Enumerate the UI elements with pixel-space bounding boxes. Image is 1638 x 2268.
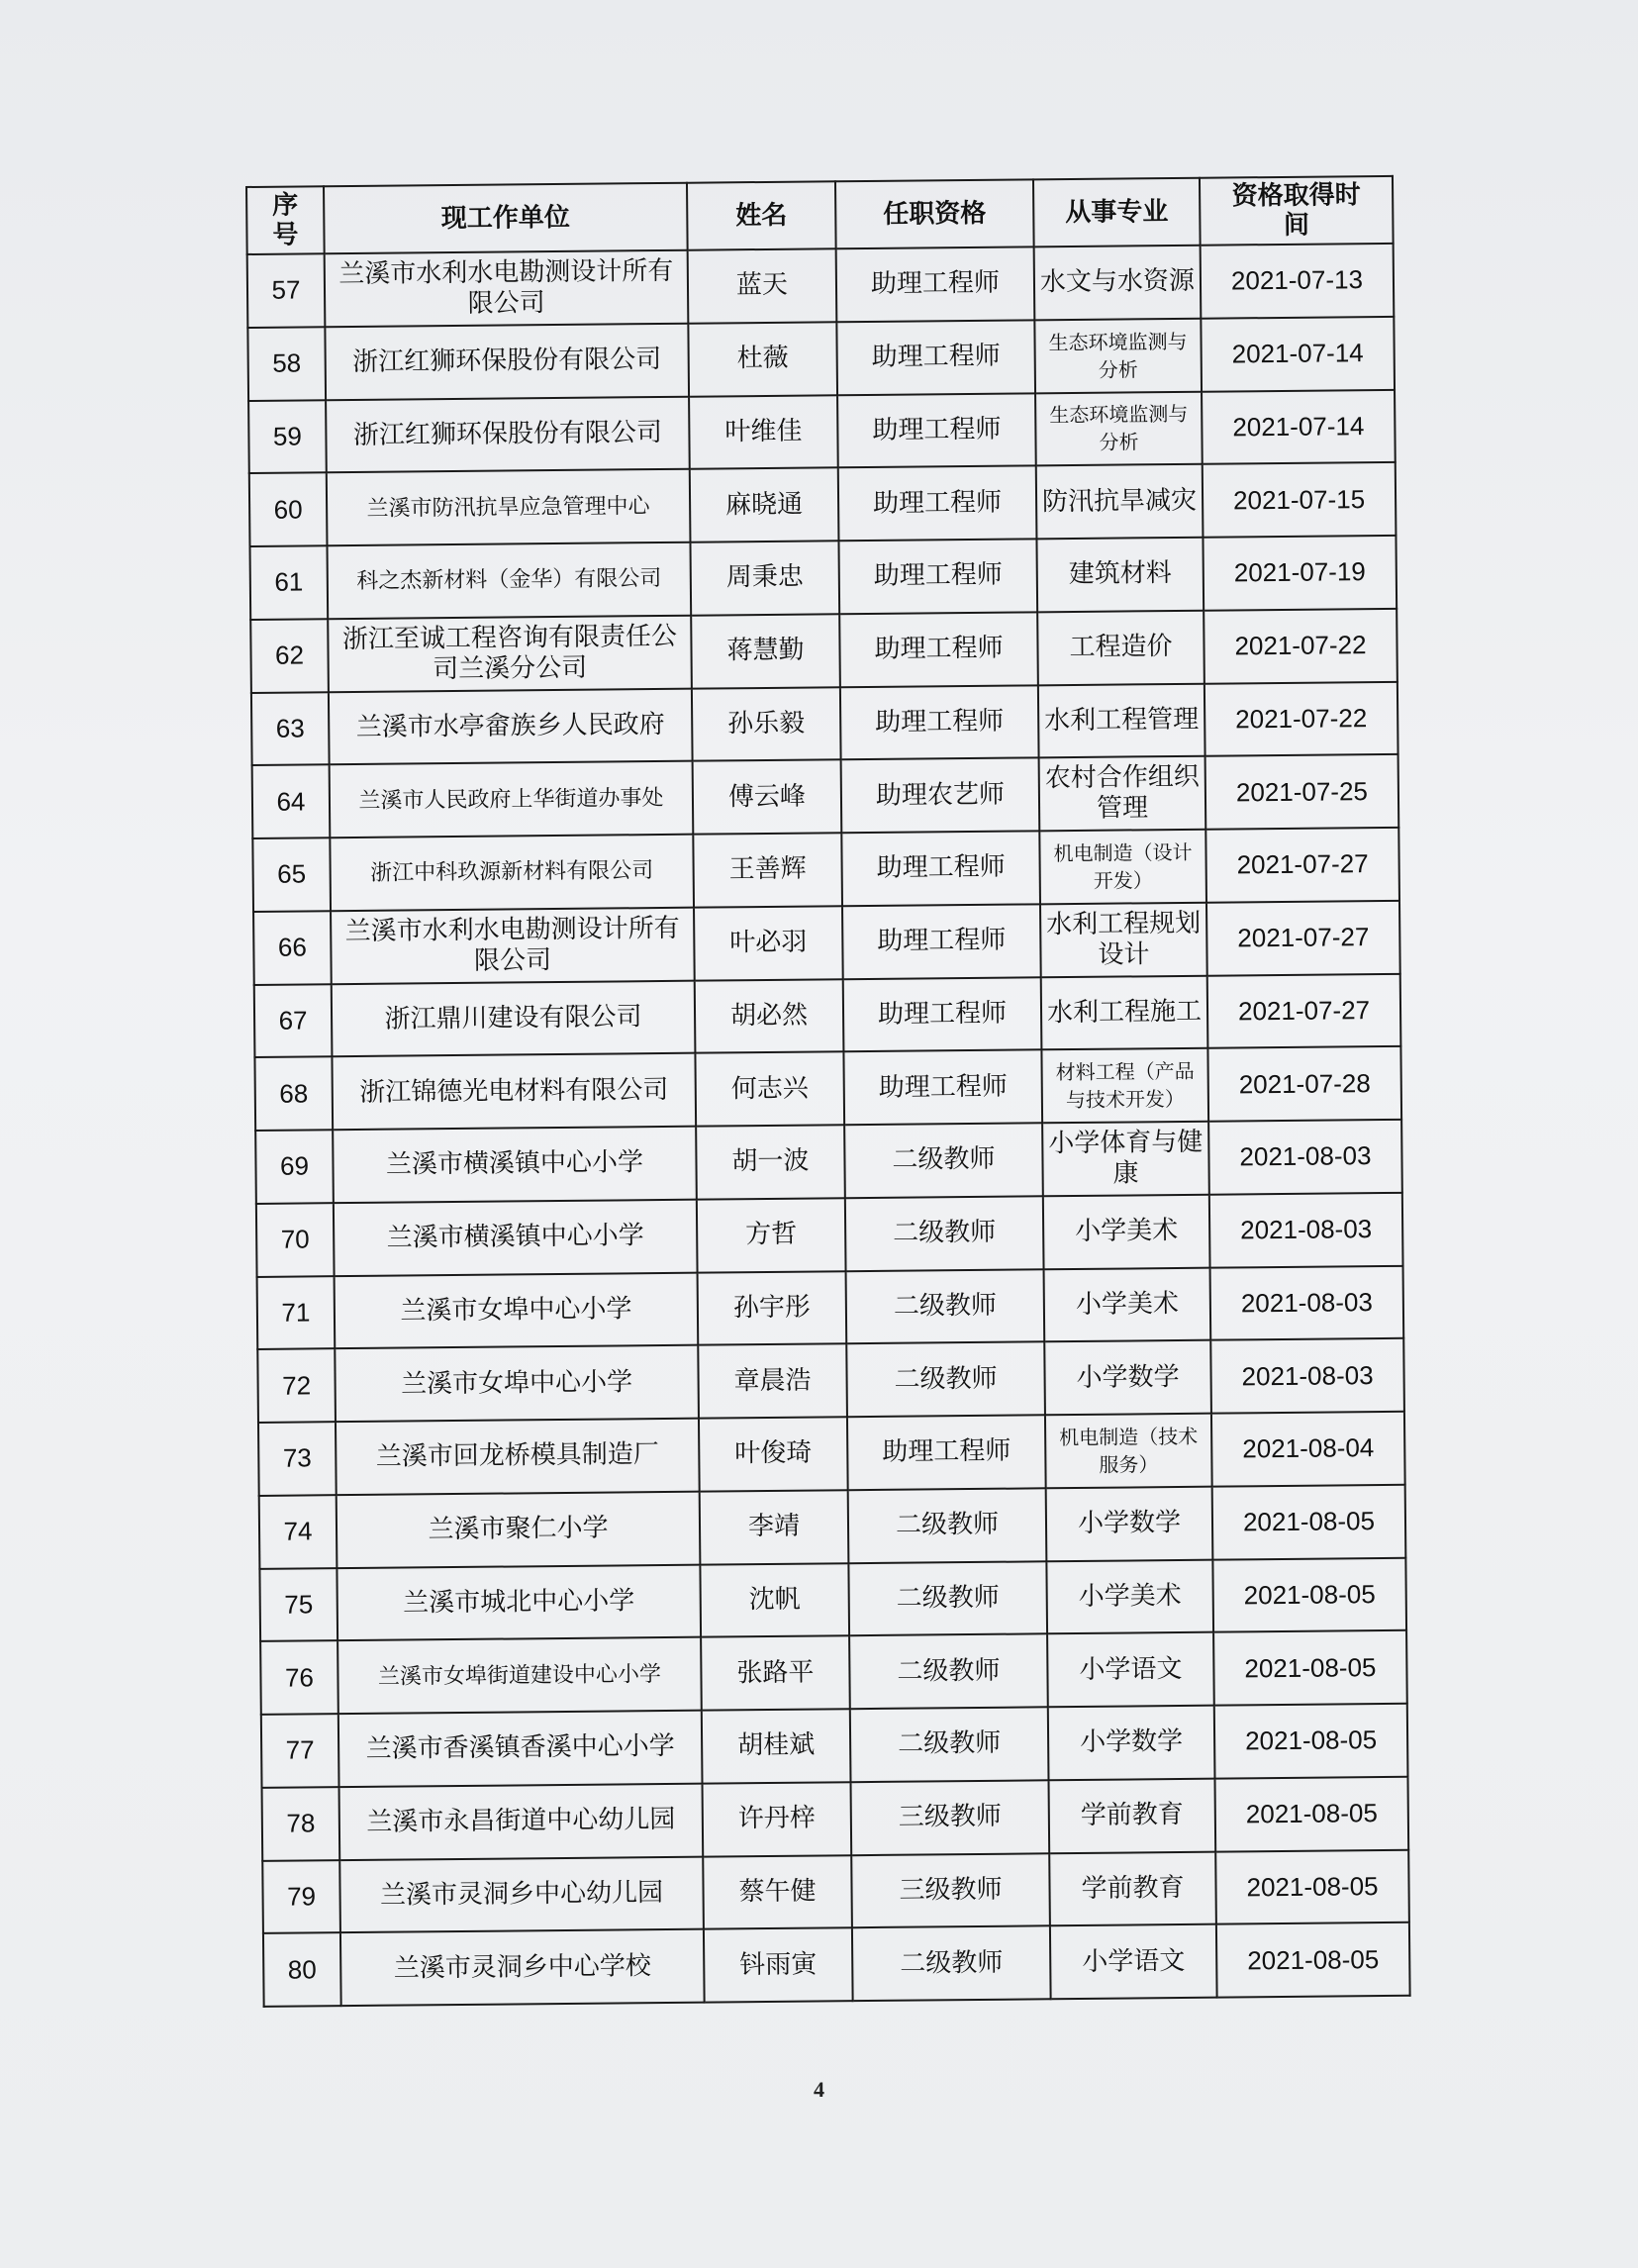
cell-date: 2021-08-04 xyxy=(1211,1412,1405,1487)
cell-unit: 浙江红狮环保股份有限公司 xyxy=(325,323,689,399)
cell-unit: 兰溪市水亭畲族乡人民政府 xyxy=(329,688,693,764)
cell-name: 王善辉 xyxy=(693,833,842,907)
cell-qualification: 助理工程师 xyxy=(836,320,1035,395)
cell-seq: 73 xyxy=(258,1422,337,1495)
cell-name: 周秉忠 xyxy=(690,541,839,615)
cell-qualification: 助理工程师 xyxy=(836,247,1035,322)
cell-seq: 68 xyxy=(254,1056,333,1130)
cell-name: 蒋慧勤 xyxy=(691,614,840,688)
cell-date: 2021-08-03 xyxy=(1210,1265,1404,1340)
cell-name: 沈帆 xyxy=(700,1563,849,1637)
cell-qualification: 二级教师 xyxy=(850,1707,1049,1782)
cell-unit: 兰溪市横溪镇中心小学 xyxy=(334,1199,698,1275)
cell-unit: 兰溪市水利水电勘测设计所有限公司 xyxy=(331,907,695,983)
cell-date: 2021-07-19 xyxy=(1203,536,1397,611)
cell-qualification: 二级教师 xyxy=(852,1926,1051,2002)
cell-specialty: 小学数学 xyxy=(1048,1706,1215,1780)
cell-name: 杜薇 xyxy=(688,322,837,396)
cell-name: 傅云峰 xyxy=(693,760,842,835)
cell-qualification: 二级教师 xyxy=(849,1634,1048,1710)
cell-name: 叶必羽 xyxy=(694,906,843,980)
cell-seq: 78 xyxy=(262,1787,340,1860)
cell-seq: 66 xyxy=(253,911,332,984)
cell-qualification: 二级教师 xyxy=(848,1561,1047,1636)
cell-name: 钭雨寅 xyxy=(704,1927,853,2002)
cell-seq: 58 xyxy=(247,327,326,400)
cell-specialty: 小学数学 xyxy=(1046,1486,1213,1560)
cell-unit: 兰溪市灵洞乡中心学校 xyxy=(340,1929,705,2006)
qualification-table xyxy=(245,175,1411,2008)
cell-date: 2021-07-28 xyxy=(1207,1046,1401,1122)
cell-qualification: 助理工程师 xyxy=(841,831,1040,906)
table-row xyxy=(247,244,1395,328)
cell-specialty: 学前教育 xyxy=(1049,1851,1216,1925)
cell-qualification: 助理工程师 xyxy=(838,539,1037,614)
table-row xyxy=(262,1777,1409,1861)
cell-seq: 67 xyxy=(254,984,333,1057)
cell-seq: 61 xyxy=(249,545,328,619)
cell-unit: 兰溪市防汛抗旱应急管理中心 xyxy=(327,469,691,545)
cell-seq: 59 xyxy=(248,400,327,473)
cell-qualification: 助理工程师 xyxy=(847,1415,1046,1490)
cell-unit: 科之杰新材料（金华）有限公司 xyxy=(327,542,691,619)
cell-seq: 69 xyxy=(255,1130,334,1203)
cell-unit: 兰溪市横溪镇中心小学 xyxy=(333,1127,697,1203)
table-header-row xyxy=(246,176,1394,254)
cell-unit: 兰溪市水利水电勘测设计所有限公司 xyxy=(325,250,689,327)
table-row xyxy=(256,1193,1403,1277)
cell-unit: 兰溪市人民政府上华街道办事处 xyxy=(330,761,694,838)
header-name: 姓名 xyxy=(687,181,836,249)
cell-name: 孙宇彤 xyxy=(698,1271,847,1345)
cell-qualification: 三级教师 xyxy=(851,1853,1050,1928)
table-row xyxy=(263,1923,1410,2007)
cell-name: 叶俊琦 xyxy=(699,1417,848,1491)
table-row xyxy=(250,609,1397,693)
cell-seq: 80 xyxy=(263,1932,341,2006)
cell-date: 2021-08-03 xyxy=(1208,1120,1402,1195)
cell-specialty: 小学语文 xyxy=(1050,1924,1217,1999)
cell-qualification: 助理工程师 xyxy=(843,1050,1042,1126)
cell-unit: 兰溪市回龙桥模具制造厂 xyxy=(336,1419,700,1495)
table-row xyxy=(251,681,1398,765)
cell-seq: 74 xyxy=(259,1495,337,1568)
cell-specialty: 小学语文 xyxy=(1047,1632,1214,1707)
table-row xyxy=(258,1412,1405,1496)
cell-qualification: 助理工程师 xyxy=(843,977,1042,1052)
cell-name: 何志兴 xyxy=(695,1051,844,1126)
cell-unit: 浙江鼎川建设有限公司 xyxy=(332,980,696,1056)
cell-date: 2021-08-05 xyxy=(1213,1630,1407,1706)
cell-name: 麻晓通 xyxy=(690,468,839,542)
table-row xyxy=(252,754,1399,838)
cell-seq: 62 xyxy=(250,619,329,692)
cell-specialty: 防汛抗旱减灾 xyxy=(1036,464,1204,539)
cell-unit: 兰溪市永昌街道中心幼儿园 xyxy=(339,1783,704,1859)
header-date: 资格取得时间 xyxy=(1200,176,1394,246)
table-row xyxy=(253,901,1400,985)
table-body xyxy=(247,244,1410,2007)
table-row xyxy=(249,536,1397,620)
cell-seq: 60 xyxy=(249,472,328,545)
cell-unit: 浙江中科玖源新材料有限公司 xyxy=(330,835,694,911)
table-row xyxy=(247,317,1395,401)
cell-specialty: 水利工程规划设计 xyxy=(1040,902,1207,976)
cell-seq: 77 xyxy=(261,1714,339,1787)
cell-name: 胡桂斌 xyxy=(702,1709,851,1783)
cell-name: 李靖 xyxy=(700,1490,849,1564)
cell-date: 2021-08-03 xyxy=(1209,1193,1403,1268)
header-qualification: 任职资格 xyxy=(835,179,1034,248)
cell-date: 2021-07-14 xyxy=(1201,317,1395,392)
cell-date: 2021-07-27 xyxy=(1207,973,1401,1048)
table-row xyxy=(257,1338,1404,1423)
cell-unit: 浙江锦德光电材料有限公司 xyxy=(332,1053,696,1130)
cell-name: 蔡午健 xyxy=(703,1855,852,1929)
table-row xyxy=(255,1120,1402,1204)
cell-date: 2021-07-13 xyxy=(1201,244,1395,319)
cell-specialty: 水利工程施工 xyxy=(1041,975,1208,1049)
cell-seq: 76 xyxy=(260,1640,338,1714)
cell-name: 胡必然 xyxy=(695,979,844,1053)
cell-seq: 72 xyxy=(257,1348,336,1422)
cell-name: 胡一波 xyxy=(696,1125,845,1199)
cell-date: 2021-07-15 xyxy=(1203,462,1397,538)
cell-specialty: 小学美术 xyxy=(1044,1267,1211,1341)
cell-date: 2021-08-05 xyxy=(1212,1557,1406,1632)
cell-unit: 浙江至诚工程咨询有限责任公司兰溪分公司 xyxy=(328,615,692,691)
table-row xyxy=(261,1704,1408,1788)
cell-date: 2021-07-27 xyxy=(1206,901,1400,976)
cell-date: 2021-07-27 xyxy=(1205,828,1399,903)
cell-qualification: 二级教师 xyxy=(846,1269,1045,1344)
cell-specialty: 水文与水资源 xyxy=(1034,246,1202,320)
cell-unit: 兰溪市女埠中心小学 xyxy=(335,1272,699,1348)
table-row xyxy=(259,1557,1406,1641)
cell-specialty: 小学美术 xyxy=(1043,1194,1210,1268)
header-seq: 序号 xyxy=(246,186,325,254)
cell-unit: 兰溪市城北中心小学 xyxy=(337,1564,701,1640)
cell-unit: 浙江红狮环保股份有限公司 xyxy=(326,396,690,472)
cell-name: 方哲 xyxy=(697,1198,846,1272)
cell-qualification: 助理工程师 xyxy=(839,612,1038,687)
cell-specialty: 机电制造（技术服务） xyxy=(1045,1414,1212,1488)
cell-unit: 兰溪市灵洞乡中心幼儿园 xyxy=(339,1856,704,1932)
cell-specialty: 生态环境监测与分析 xyxy=(1034,318,1202,392)
cell-name: 叶维佳 xyxy=(689,395,838,469)
cell-qualification: 助理工程师 xyxy=(840,685,1039,760)
cell-unit: 兰溪市香溪镇香溪中心小学 xyxy=(338,1711,703,1787)
cell-qualification: 助理农艺师 xyxy=(841,758,1040,834)
cell-date: 2021-08-05 xyxy=(1216,1923,1410,1998)
cell-qualification: 三级教师 xyxy=(851,1780,1050,1855)
cell-specialty: 建筑材料 xyxy=(1036,538,1204,612)
cell-specialty: 工程造价 xyxy=(1037,610,1204,684)
cell-specialty: 材料工程（产品与技术开发） xyxy=(1041,1048,1208,1123)
cell-date: 2021-07-25 xyxy=(1205,754,1399,830)
cell-seq: 75 xyxy=(259,1568,337,1641)
cell-name: 张路平 xyxy=(701,1635,850,1710)
cell-seq: 65 xyxy=(252,838,331,911)
cell-qualification: 二级教师 xyxy=(845,1196,1044,1271)
table-row xyxy=(248,389,1396,473)
table-row xyxy=(254,973,1401,1057)
cell-name: 孙乐毅 xyxy=(692,687,841,761)
cell-seq: 57 xyxy=(247,253,326,327)
cell-specialty: 生态环境监测与分析 xyxy=(1035,391,1203,465)
table-row xyxy=(259,1485,1406,1569)
cell-specialty: 农村合作组织管理 xyxy=(1039,756,1206,831)
cell-date: 2021-07-22 xyxy=(1204,609,1397,684)
table-row xyxy=(257,1265,1404,1349)
table-row xyxy=(260,1630,1407,1715)
cell-name: 蓝天 xyxy=(688,248,837,323)
cell-seq: 70 xyxy=(256,1203,335,1276)
cell-qualification: 助理工程师 xyxy=(842,904,1041,979)
cell-name: 许丹梓 xyxy=(703,1782,852,1856)
cell-qualification: 助理工程师 xyxy=(838,466,1037,542)
cell-specialty: 小学数学 xyxy=(1044,1340,1211,1415)
cell-seq: 79 xyxy=(262,1860,340,1933)
cell-seq: 64 xyxy=(252,764,331,838)
cell-date: 2021-08-05 xyxy=(1214,1704,1408,1779)
cell-specialty: 水利工程管理 xyxy=(1038,683,1205,757)
table-row xyxy=(252,828,1399,912)
cell-qualification: 助理工程师 xyxy=(837,393,1036,468)
cell-unit: 兰溪市女埠街道建设中心小学 xyxy=(337,1637,702,1714)
page-number: 4 xyxy=(814,2077,824,2102)
cell-specialty: 机电制造（设计开发） xyxy=(1039,830,1206,904)
cell-seq: 71 xyxy=(257,1276,336,1349)
cell-qualification: 二级教师 xyxy=(848,1488,1047,1563)
cell-date: 2021-08-03 xyxy=(1210,1338,1404,1414)
header-specialty: 从事专业 xyxy=(1033,178,1201,247)
cell-specialty: 小学体育与健康 xyxy=(1042,1122,1209,1196)
cell-unit: 兰溪市女埠中心小学 xyxy=(335,1345,699,1422)
cell-qualification: 二级教师 xyxy=(846,1342,1045,1418)
header-unit: 现工作单位 xyxy=(324,183,688,254)
cell-specialty: 学前教育 xyxy=(1048,1778,1215,1852)
table-row xyxy=(254,1046,1401,1131)
cell-qualification: 二级教师 xyxy=(844,1123,1043,1198)
cell-specialty: 小学美术 xyxy=(1046,1559,1213,1633)
table-row xyxy=(249,462,1397,546)
cell-unit: 兰溪市聚仁小学 xyxy=(337,1491,701,1567)
cell-name: 章晨浩 xyxy=(698,1343,847,1418)
cell-date: 2021-07-22 xyxy=(1204,681,1398,756)
cell-date: 2021-08-05 xyxy=(1215,1849,1409,1924)
cell-date: 2021-07-14 xyxy=(1202,389,1396,464)
cell-date: 2021-08-05 xyxy=(1214,1777,1408,1852)
cell-date: 2021-08-05 xyxy=(1212,1485,1406,1560)
cell-seq: 63 xyxy=(251,692,330,765)
table-row xyxy=(262,1849,1409,1933)
